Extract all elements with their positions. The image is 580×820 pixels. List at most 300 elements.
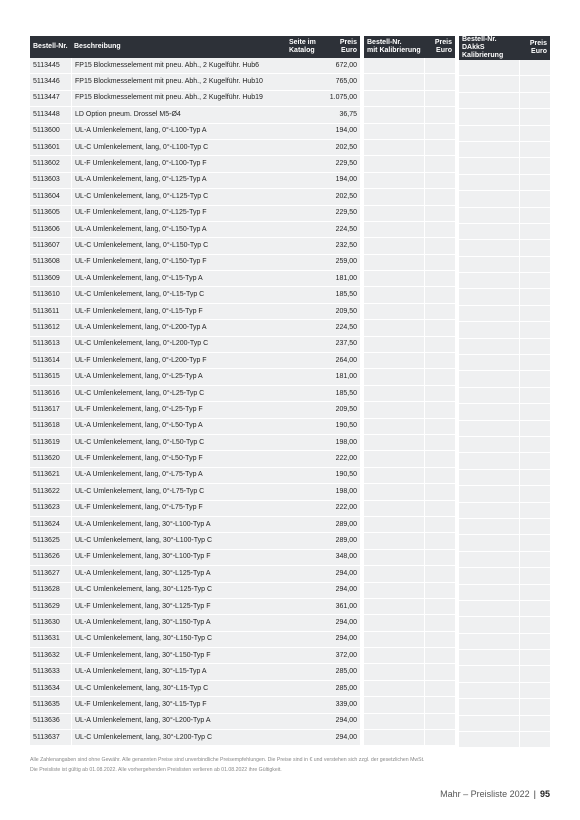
dakks-order-no-cell <box>459 437 519 453</box>
calibration-order-no-cell <box>364 697 424 713</box>
catalog-page-cell <box>286 468 326 484</box>
price-cell: 181,00 <box>326 369 360 385</box>
calibration-row <box>364 287 455 303</box>
calibration-price-cell <box>424 222 455 238</box>
dakks-row <box>459 421 550 437</box>
calibration-price-cell <box>424 714 455 730</box>
table-row <box>30 550 360 566</box>
calibration-order-no-cell <box>364 566 424 582</box>
table-row <box>30 255 360 271</box>
table-row <box>30 222 360 238</box>
description-cell: UL-F Umlenkelement, lang, 30°-L100-Typ F <box>71 550 286 566</box>
calibration-order-no-cell <box>364 468 424 484</box>
order-no-cell: 5113614 <box>30 353 71 369</box>
description-cell: UL-A Umlenkelement, lang, 30°-L200-Typ A <box>71 714 286 730</box>
catalog-page-cell <box>286 599 326 615</box>
description-cell: UL-C Umlenkelement, lang, 30°-L15-Typ C <box>71 681 286 697</box>
calibration-order-no-cell <box>364 451 424 467</box>
price-cell: 264,00 <box>326 353 360 369</box>
dakks-order-no-cell <box>459 552 519 568</box>
catalog-page-cell <box>286 419 326 435</box>
calibration-order-no-cell <box>364 402 424 418</box>
order-no-cell: 5113605 <box>30 206 71 222</box>
calibration-row <box>364 664 455 680</box>
dakks-order-no-cell <box>459 453 519 469</box>
order-no-cell: 5113620 <box>30 451 71 467</box>
description-cell: UL-A Umlenkelement, lang, 0°-L125-Typ A <box>71 173 286 189</box>
description-cell: UL-C Umlenkelement, lang, 0°-L100-Typ C <box>71 140 286 156</box>
table-row <box>30 353 360 369</box>
table-row <box>30 730 360 746</box>
dakks-row <box>459 158 550 174</box>
calibration-order-no-cell <box>364 648 424 664</box>
calibration-order-no-cell <box>364 255 424 271</box>
table-row <box>30 238 360 254</box>
calibration-row <box>364 697 455 713</box>
catalog-page-cell <box>286 664 326 680</box>
price-table <box>30 36 360 746</box>
catalog-page-cell <box>286 566 326 582</box>
calibration-price-cell <box>424 173 455 189</box>
price-cell: 224,50 <box>326 222 360 238</box>
dakks-order-no-cell <box>459 585 519 601</box>
dakks-price-cell <box>519 453 550 469</box>
order-no-cell: 5113635 <box>30 697 71 713</box>
header-calibration-line2: mit Kalibrierung <box>367 47 421 54</box>
calibration-price-cell <box>424 304 455 320</box>
dakks-row <box>459 617 550 633</box>
calibration-price-cell <box>424 730 455 746</box>
calibration-row <box>364 74 455 90</box>
calibration-order-no-cell <box>364 714 424 730</box>
price-cell: 285,00 <box>326 664 360 680</box>
dakks-row <box>459 224 550 240</box>
calibration-order-no-cell <box>364 730 424 746</box>
catalog-page-cell <box>286 451 326 467</box>
table-row <box>30 583 360 599</box>
price-cell: 229,50 <box>326 206 360 222</box>
catalog-page-cell <box>286 714 326 730</box>
catalog-page-cell <box>286 189 326 205</box>
dakks-row <box>459 519 550 535</box>
header-dakks-order-no <box>459 36 519 60</box>
dakks-row <box>459 453 550 469</box>
calibration-price-cell <box>424 648 455 664</box>
order-no-cell: 5113603 <box>30 173 71 189</box>
description-cell: FP15 Blockmesselement mit pneu. Abh., 2 Kugelführ. Hub19 <box>71 91 286 107</box>
description-cell: UL-C Umlenkelement, lang, 0°-L25-Typ C <box>71 386 286 402</box>
dakks-order-no-cell <box>459 388 519 404</box>
dakks-price-cell <box>519 535 550 551</box>
dakks-order-no-cell <box>459 60 519 76</box>
calibration-table-body <box>364 58 455 746</box>
calibration-row <box>364 206 455 222</box>
calibration-order-no-cell <box>364 320 424 336</box>
price-cell: 294,00 <box>326 583 360 599</box>
header-calibration-order-no <box>364 36 424 58</box>
price-cell: 190,50 <box>326 468 360 484</box>
dakks-order-no-cell <box>459 716 519 732</box>
calibration-row <box>364 156 455 172</box>
price-cell: 348,00 <box>326 550 360 566</box>
table-row <box>30 566 360 582</box>
calibration-price-cell <box>424 664 455 680</box>
dakks-price-cell <box>519 355 550 371</box>
price-cell: 190,50 <box>326 419 360 435</box>
dakks-order-no-cell <box>459 617 519 633</box>
dakks-row <box>459 208 550 224</box>
description-cell: UL-A Umlenkelement, lang, 0°-L25-Typ A <box>71 369 286 385</box>
dakks-row <box>459 191 550 207</box>
calibration-order-no-cell <box>364 173 424 189</box>
dakks-order-no-cell <box>459 699 519 715</box>
calibration-row <box>364 533 455 549</box>
calibration-row <box>364 337 455 353</box>
header-calibration-line1: Bestell-Nr. <box>367 39 402 46</box>
calibration-price-cell <box>424 632 455 648</box>
footnote-line: Alle Zahlenangaben sind ohne Gewähr. Alle genannten Preise sind unverbindliche Preisempfehlungen. Die Preise sind in € und verstehen sich zzgl. der gesetzlichen MwSt. <box>30 757 425 763</box>
table-row <box>30 124 360 140</box>
page-number: 95 <box>539 789 550 799</box>
dakks-price-cell <box>519 470 550 486</box>
calibration-price-cell <box>424 271 455 287</box>
dakks-row <box>459 93 550 109</box>
calibration-order-no-cell <box>364 287 424 303</box>
dakks-row <box>459 388 550 404</box>
calibration-order-no-cell <box>364 386 424 402</box>
price-cell: 289,00 <box>326 517 360 533</box>
calibration-row <box>364 353 455 369</box>
calibration-price-cell <box>424 517 455 533</box>
calibration-order-no-cell <box>364 91 424 107</box>
catalog-page-cell <box>286 681 326 697</box>
price-cell: 285,00 <box>326 681 360 697</box>
description-cell: UL-A Umlenkelement, lang, 0°-L50-Typ A <box>71 419 286 435</box>
calibration-row <box>364 681 455 697</box>
order-no-cell: 5113632 <box>30 648 71 664</box>
catalog-page-cell <box>286 615 326 631</box>
calibration-order-no-cell <box>364 435 424 451</box>
description-cell: UL-C Umlenkelement, lang, 30°-L100-Typ C <box>71 533 286 549</box>
dakks-row <box>459 289 550 305</box>
calibration-row <box>364 402 455 418</box>
calibration-row <box>364 107 455 123</box>
price-cell: 237,50 <box>326 337 360 353</box>
catalog-page-cell <box>286 320 326 336</box>
dakks-row <box>459 732 550 748</box>
calibration-row <box>364 550 455 566</box>
dakks-row <box>459 109 550 125</box>
dakks-row <box>459 306 550 322</box>
dakks-price-cell <box>519 568 550 584</box>
price-cell: 181,00 <box>326 271 360 287</box>
dakks-price-cell <box>519 273 550 289</box>
table-row <box>30 189 360 205</box>
dakks-price-cell <box>519 109 550 125</box>
calibration-price-cell <box>424 58 455 74</box>
order-no-cell: 5113604 <box>30 189 71 205</box>
calibration-price-cell <box>424 681 455 697</box>
table-row <box>30 140 360 156</box>
catalog-page-cell <box>286 156 326 172</box>
catalog-page-cell <box>286 74 326 90</box>
order-no-cell: 5113634 <box>30 681 71 697</box>
header-calibration-price-line1: Preis <box>434 39 452 46</box>
description-cell: UL-A Umlenkelement, lang, 30°-L100-Typ A <box>71 517 286 533</box>
calibration-order-no-cell <box>364 222 424 238</box>
calibration-row <box>364 238 455 254</box>
dakks-price-cell <box>519 224 550 240</box>
dakks-order-no-cell <box>459 109 519 125</box>
dakks-price-cell <box>519 421 550 437</box>
dakks-row <box>459 126 550 142</box>
header-catalog-page <box>286 36 326 58</box>
order-no-cell: 5113611 <box>30 304 71 320</box>
dakks-price-cell <box>519 60 550 76</box>
calibration-price-cell <box>424 599 455 615</box>
dakks-order-no-cell <box>459 404 519 420</box>
calibration-row <box>364 566 455 582</box>
dakks-order-no-cell <box>459 175 519 191</box>
dakks-price-cell <box>519 666 550 682</box>
dakks-price-cell <box>519 306 550 322</box>
calibration-order-no-cell <box>364 501 424 517</box>
price-cell: 294,00 <box>326 632 360 648</box>
description-cell: UL-C Umlenkelement, lang, 30°-L125-Typ C <box>71 583 286 599</box>
calibration-price-cell <box>424 353 455 369</box>
order-no-cell: 5113624 <box>30 517 71 533</box>
dakks-price-cell <box>519 683 550 699</box>
calibration-table <box>364 36 455 746</box>
price-cell: 194,00 <box>326 173 360 189</box>
calibration-order-no-cell <box>364 140 424 156</box>
price-cell: 209,50 <box>326 402 360 418</box>
calibration-order-no-cell <box>364 369 424 385</box>
dakks-row <box>459 404 550 420</box>
catalog-page-cell <box>286 206 326 222</box>
calibration-order-no-cell <box>364 583 424 599</box>
dakks-row <box>459 470 550 486</box>
calibration-order-no-cell <box>364 599 424 615</box>
price-cell: 222,00 <box>326 451 360 467</box>
header-calibration-price <box>424 36 455 58</box>
description-cell: UL-C Umlenkelement, lang, 30°-L150-Typ C <box>71 632 286 648</box>
dakks-row <box>459 666 550 682</box>
table-row <box>30 681 360 697</box>
price-cell: 259,00 <box>326 255 360 271</box>
calibration-price-cell <box>424 91 455 107</box>
price-cell: 209,50 <box>326 304 360 320</box>
order-no-cell: 5113630 <box>30 615 71 631</box>
dakks-price-cell <box>519 617 550 633</box>
price-cell: 372,00 <box>326 648 360 664</box>
description-cell: UL-A Umlenkelement, lang, 0°-L150-Typ A <box>71 222 286 238</box>
calibration-order-no-cell <box>364 337 424 353</box>
calibration-row <box>364 730 455 746</box>
catalog-page-cell <box>286 287 326 303</box>
calibration-row <box>364 517 455 533</box>
dakks-order-no-cell <box>459 666 519 682</box>
dakks-order-no-cell <box>459 273 519 289</box>
calibration-row <box>364 222 455 238</box>
calibration-row <box>364 501 455 517</box>
price-cell: 765,00 <box>326 74 360 90</box>
header-catalog-page-line2: Katalog <box>289 47 315 54</box>
calibration-row <box>364 91 455 107</box>
dakks-price-cell <box>519 240 550 256</box>
dakks-order-no-cell <box>459 240 519 256</box>
calibration-order-no-cell <box>364 517 424 533</box>
price-cell: 294,00 <box>326 714 360 730</box>
calibration-order-no-cell <box>364 664 424 680</box>
dakks-order-no-cell <box>459 650 519 666</box>
dakks-order-no-cell <box>459 208 519 224</box>
price-cell: 185,50 <box>326 287 360 303</box>
description-cell: UL-F Umlenkelement, lang, 30°-L125-Typ F <box>71 599 286 615</box>
description-cell: UL-A Umlenkelement, lang, 0°-L75-Typ A <box>71 468 286 484</box>
catalog-page-cell <box>286 124 326 140</box>
price-cell: 294,00 <box>326 730 360 746</box>
calibration-price-cell <box>424 156 455 172</box>
description-cell: FP15 Blockmesselement mit pneu. Abh., 2 Kugelführ. Hub10 <box>71 74 286 90</box>
calibration-price-cell <box>424 255 455 271</box>
calibration-row <box>364 484 455 500</box>
dakks-price-cell <box>519 208 550 224</box>
header-dakks-line2: DAkkS Kalibrierung <box>462 44 504 59</box>
dakks-row <box>459 634 550 650</box>
order-no-cell: 5113606 <box>30 222 71 238</box>
order-no-cell: 5113608 <box>30 255 71 271</box>
calibration-row <box>364 435 455 451</box>
dakks-order-no-cell <box>459 339 519 355</box>
dakks-row <box>459 716 550 732</box>
catalog-page-cell <box>286 222 326 238</box>
dakks-row <box>459 699 550 715</box>
order-no-cell: 5113448 <box>30 107 71 123</box>
table-row <box>30 271 360 287</box>
description-cell: UL-F Umlenkelement, lang, 0°-L75-Typ F <box>71 501 286 517</box>
header-order-no: Bestell-Nr. <box>30 36 71 58</box>
dakks-order-no-cell <box>459 371 519 387</box>
calibration-price-cell <box>424 320 455 336</box>
description-cell: UL-A Umlenkelement, lang, 0°-L15-Typ A <box>71 271 286 287</box>
price-cell: 361,00 <box>326 599 360 615</box>
description-cell: UL-C Umlenkelement, lang, 0°-L125-Typ C <box>71 189 286 205</box>
price-cell: 185,50 <box>326 386 360 402</box>
dakks-price-cell <box>519 601 550 617</box>
dakks-row <box>459 240 550 256</box>
calibration-price-cell <box>424 386 455 402</box>
description-cell: FP15 Blockmesselement mit pneu. Abh., 2 Kugelführ. Hub6 <box>71 58 286 74</box>
dakks-row <box>459 371 550 387</box>
calibration-row <box>364 369 455 385</box>
description-cell: UL-C Umlenkelement, lang, 30°-L200-Typ C <box>71 730 286 746</box>
calibration-order-no-cell <box>364 681 424 697</box>
calibration-header-row <box>364 36 455 58</box>
header-description: Beschreibung <box>71 36 286 58</box>
catalog-page-cell <box>286 583 326 599</box>
dakks-price-cell <box>519 437 550 453</box>
order-no-cell: 5113621 <box>30 468 71 484</box>
calibration-row <box>364 583 455 599</box>
header-dakks-price-line2: Euro <box>531 48 547 55</box>
table-row <box>30 74 360 90</box>
table-row <box>30 386 360 402</box>
order-no-cell: 5113629 <box>30 599 71 615</box>
catalog-page-cell <box>286 632 326 648</box>
dakks-price-cell <box>519 486 550 502</box>
calibration-order-no-cell <box>364 58 424 74</box>
catalog-page-cell <box>286 386 326 402</box>
calibration-price-cell <box>424 468 455 484</box>
calibration-row <box>364 189 455 205</box>
dakks-row <box>459 601 550 617</box>
description-cell: UL-F Umlenkelement, lang, 0°-L125-Typ F <box>71 206 286 222</box>
catalog-page-cell <box>286 648 326 664</box>
order-no-cell: 5113618 <box>30 419 71 435</box>
order-no-cell: 5113626 <box>30 550 71 566</box>
order-no-cell: 5113600 <box>30 124 71 140</box>
description-cell: UL-C Umlenkelement, lang, 0°-L200-Typ C <box>71 337 286 353</box>
dakks-row <box>459 355 550 371</box>
order-no-cell: 5113612 <box>30 320 71 336</box>
order-no-cell: 5113627 <box>30 566 71 582</box>
catalog-page-cell <box>286 353 326 369</box>
dakks-order-no-cell <box>459 93 519 109</box>
order-no-cell: 5113617 <box>30 402 71 418</box>
catalog-page-cell <box>286 337 326 353</box>
price-cell: 224,50 <box>326 320 360 336</box>
calibration-order-no-cell <box>364 419 424 435</box>
table-row <box>30 468 360 484</box>
dakks-order-no-cell <box>459 634 519 650</box>
calibration-order-no-cell <box>364 189 424 205</box>
dakks-price-cell <box>519 503 550 519</box>
dakks-order-no-cell <box>459 421 519 437</box>
description-cell: UL-C Umlenkelement, lang, 0°-L150-Typ C <box>71 238 286 254</box>
calibration-price-cell <box>424 287 455 303</box>
calibration-price-cell <box>424 206 455 222</box>
description-cell: UL-F Umlenkelement, lang, 30°-L15-Typ F <box>71 697 286 713</box>
order-no-cell: 5113637 <box>30 730 71 746</box>
calibration-price-cell <box>424 337 455 353</box>
catalog-page-cell <box>286 238 326 254</box>
dakks-price-cell <box>519 388 550 404</box>
calibration-price-cell <box>424 369 455 385</box>
catalog-page-cell <box>286 402 326 418</box>
header-dakks-line1: Bestell-Nr. <box>462 36 497 43</box>
dakks-row <box>459 322 550 338</box>
calibration-price-cell <box>424 501 455 517</box>
dakks-price-cell <box>519 404 550 420</box>
dakks-price-cell <box>519 732 550 748</box>
table-row <box>30 484 360 500</box>
dakks-order-no-cell <box>459 142 519 158</box>
order-no-cell: 5113602 <box>30 156 71 172</box>
dakks-price-cell <box>519 142 550 158</box>
calibration-order-no-cell <box>364 304 424 320</box>
calibration-order-no-cell <box>364 533 424 549</box>
dakks-price-cell <box>519 519 550 535</box>
table-row <box>30 648 360 664</box>
catalog-page-cell <box>286 517 326 533</box>
dakks-table-body <box>459 60 550 748</box>
dakks-row <box>459 568 550 584</box>
table-header-row <box>30 36 360 58</box>
header-dakks-price-line1: Preis <box>529 40 547 47</box>
table-row <box>30 435 360 451</box>
dakks-price-cell <box>519 339 550 355</box>
